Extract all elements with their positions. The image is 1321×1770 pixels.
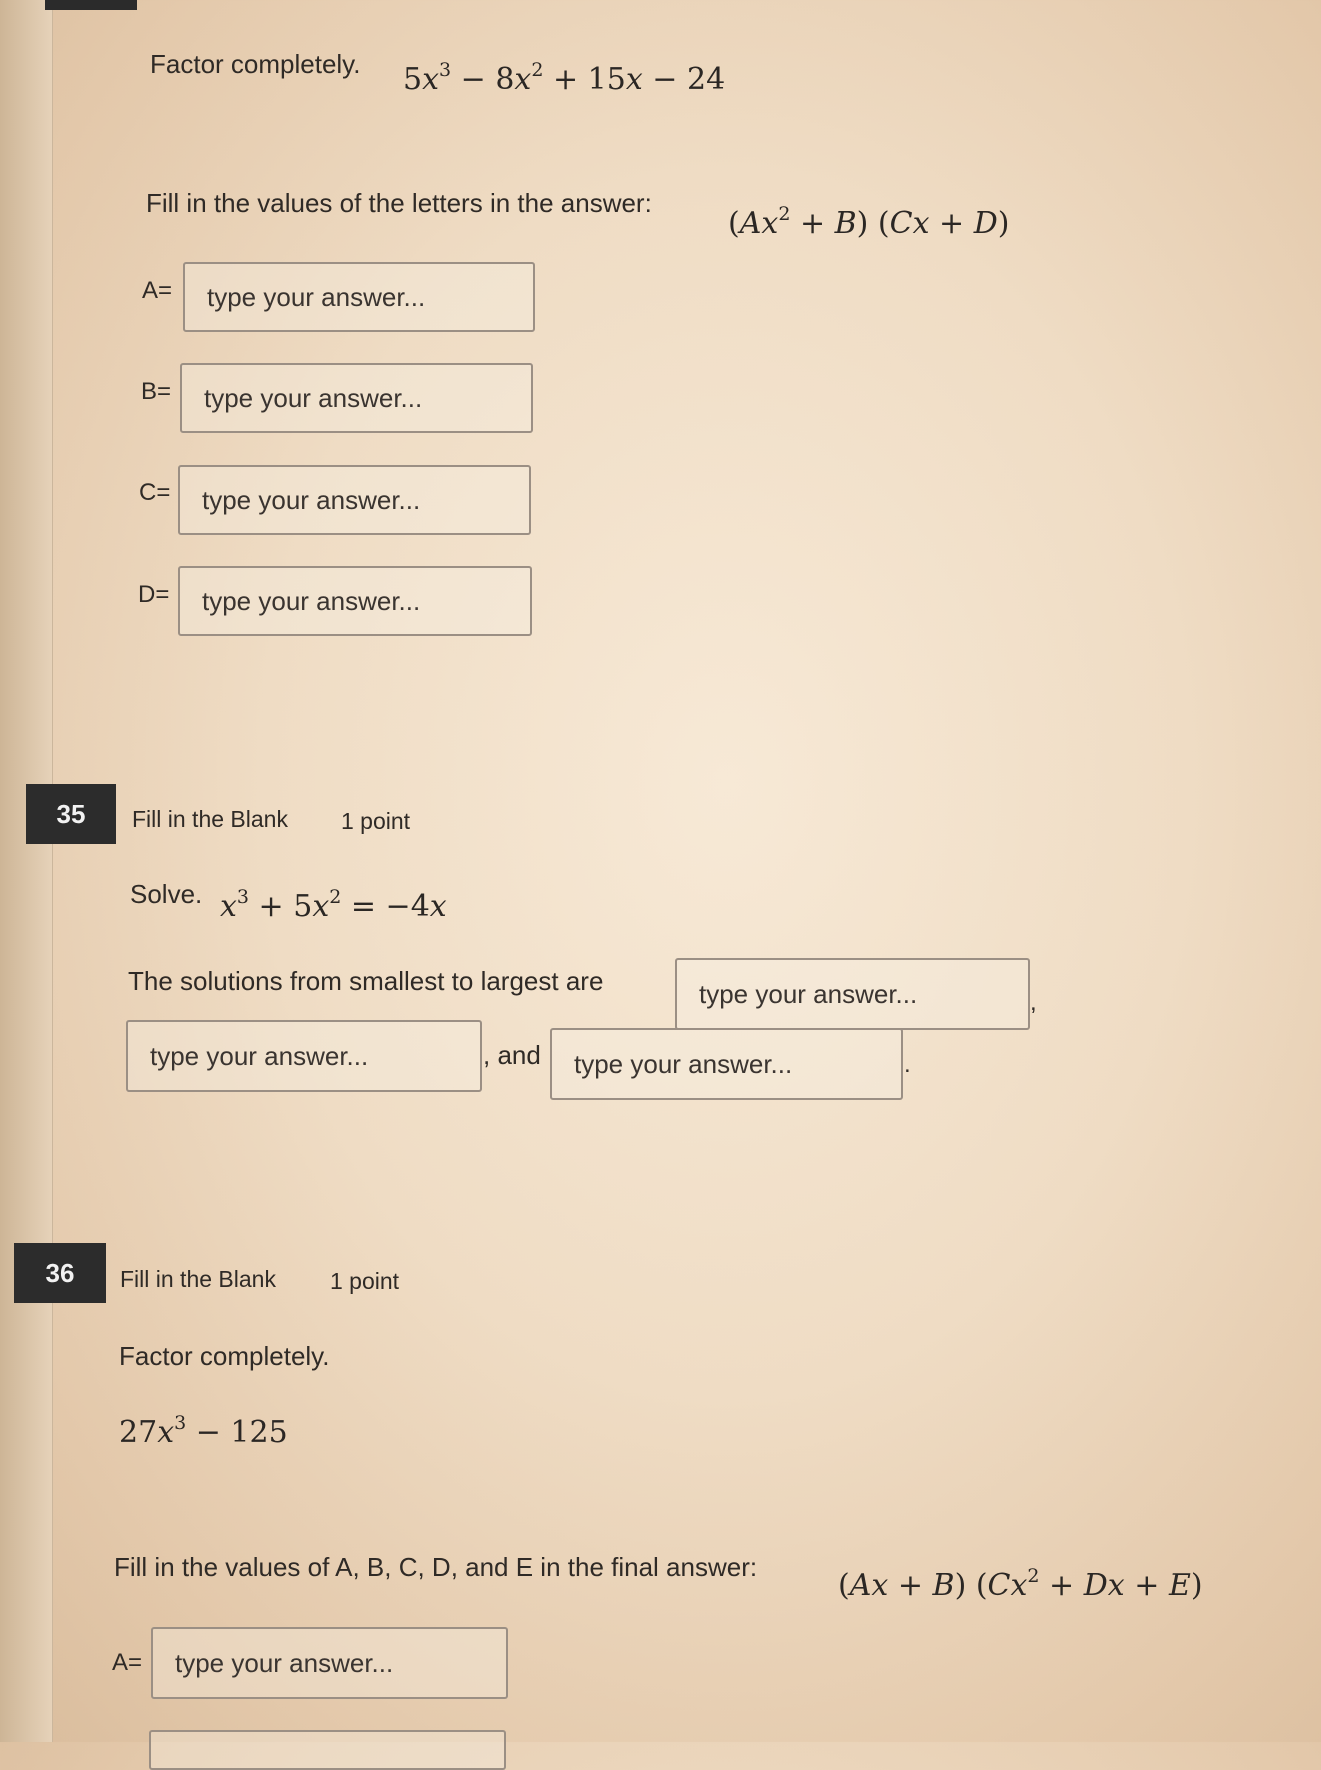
q35-comma: , bbox=[1030, 989, 1037, 1016]
q34-input-d[interactable] bbox=[178, 566, 532, 636]
q36-input-a[interactable] bbox=[151, 1627, 508, 1699]
q35-instruction: Solve. bbox=[130, 879, 203, 909]
q34-fill-prompt: Fill in the values of the letters in the answer: bbox=[146, 188, 652, 218]
q34-input-c[interactable] bbox=[178, 465, 531, 535]
q36-instruction: Factor completely. bbox=[119, 1341, 330, 1371]
q34-instruction: Factor completely. bbox=[150, 49, 361, 79]
q36-fill-prompt: Fill in the values of A, B, C, D, and E in the final answer: bbox=[114, 1552, 758, 1582]
q35-number-badge: 35 bbox=[26, 784, 116, 844]
q35-and-text: , and bbox=[483, 1040, 541, 1070]
left-margin-strip bbox=[0, 0, 52, 1742]
q35-blank-3[interactable] bbox=[550, 1028, 903, 1100]
q34-expression: $5x^3 - 8x^2 + 15x - 24$ bbox=[403, 59, 726, 97]
q36-type: Fill in the Blank bbox=[120, 1266, 276, 1292]
q35-sentence: The solutions from smallest to largest are bbox=[128, 966, 604, 996]
q35-blank-2[interactable] bbox=[126, 1020, 482, 1092]
q34-input-a[interactable] bbox=[183, 262, 535, 332]
q34-label-d: D= bbox=[138, 581, 170, 608]
q34-answer-form: $(Ax^2 + B) (Cx + D)$ bbox=[728, 203, 1010, 241]
left-margin-rule bbox=[52, 0, 53, 1742]
q36-label-a: A= bbox=[112, 1649, 143, 1676]
q36-answer-form: (Ax + B) $(Cx^2 + Dx + E)$ bbox=[838, 1565, 1203, 1603]
q34-label-a: A= bbox=[142, 277, 173, 304]
q36-expression: $27x^3 - 125$ bbox=[119, 1412, 288, 1450]
q35-period: . bbox=[904, 1051, 911, 1078]
q35-equation: $x^3 + 5x^2 = -4x$ bbox=[220, 886, 447, 924]
q36-number-badge: 36 bbox=[14, 1243, 106, 1303]
q34-input-b[interactable] bbox=[180, 363, 533, 433]
q36-input-b-partial[interactable] bbox=[149, 1730, 506, 1770]
previous-question-badge-edge bbox=[45, 0, 137, 10]
q34-label-b: B= bbox=[141, 378, 172, 405]
q35-type: Fill in the Blank bbox=[132, 806, 288, 832]
q34-label-c: C= bbox=[139, 479, 171, 506]
q36-points: 1 point bbox=[330, 1268, 400, 1294]
q35-points: 1 point bbox=[341, 808, 411, 834]
q35-blank-1[interactable] bbox=[675, 958, 1030, 1030]
